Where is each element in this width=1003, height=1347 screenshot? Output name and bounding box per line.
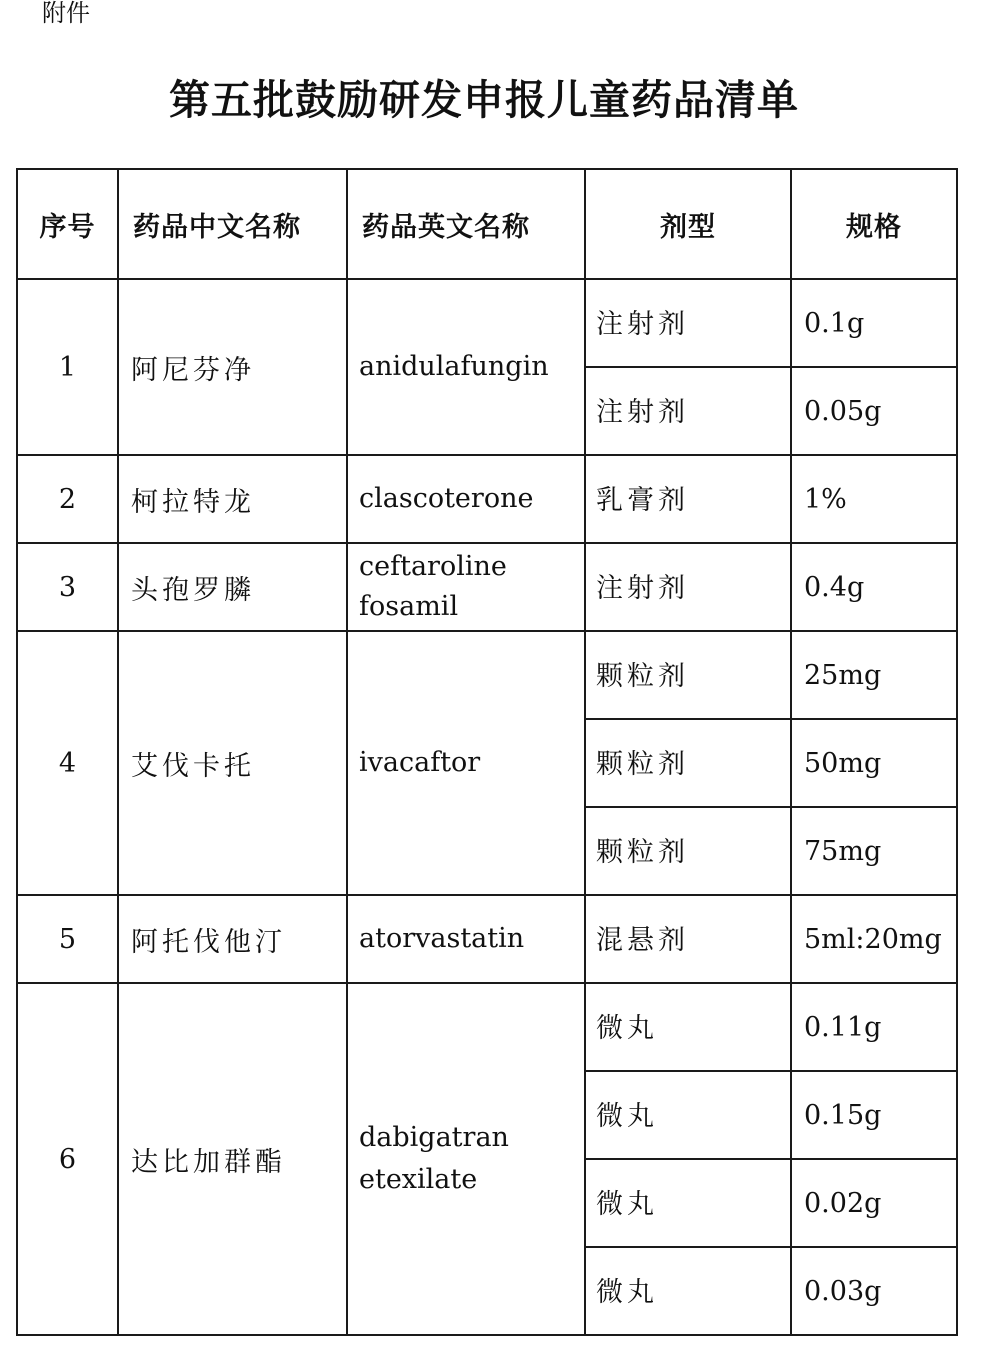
header-seq: 序号 xyxy=(17,169,118,279)
table-header-row xyxy=(17,169,957,279)
header-en-name: 药品英文名称 xyxy=(347,169,585,279)
cell-spec: 1% xyxy=(791,455,957,543)
cell-spec: 0.05g xyxy=(791,367,957,455)
document-title: 第五批鼓励研发申报儿童药品清单 xyxy=(169,76,799,124)
cell-spec: 0.03g xyxy=(791,1247,957,1335)
cell-en-name: ivacaftor xyxy=(347,631,585,895)
cell-spec: 0.1g xyxy=(791,279,957,367)
cell-seq: 2 xyxy=(17,455,118,543)
header-spec: 规格 xyxy=(791,169,957,279)
cell-dosage-form: 颗粒剂 xyxy=(585,807,791,895)
cell-dosage-form: 颗粒剂 xyxy=(585,719,791,807)
cell-en-name: anidulafungin xyxy=(347,279,585,455)
header-cn-name: 药品中文名称 xyxy=(118,169,347,279)
attachment-label: 附件 xyxy=(42,0,90,27)
table-row xyxy=(17,543,957,631)
table-row xyxy=(17,455,957,543)
cell-dosage-form: 注射剂 xyxy=(585,279,791,367)
table-row xyxy=(17,983,957,1071)
cell-cn-name: 达比加群酯 xyxy=(118,983,347,1335)
cell-spec: 0.4g xyxy=(791,543,957,631)
cell-dosage-form: 混悬剂 xyxy=(585,895,791,983)
cell-dosage-form: 注射剂 xyxy=(585,367,791,455)
cell-spec: 5ml:20mg xyxy=(791,895,957,983)
cell-dosage-form: 微丸 xyxy=(585,1159,791,1247)
table-row xyxy=(17,895,957,983)
cell-spec: 0.11g xyxy=(791,983,957,1071)
cell-seq: 3 xyxy=(17,543,118,631)
cell-cn-name: 头孢罗膦 xyxy=(118,543,347,631)
cell-en-name: dabigatran etexilate xyxy=(347,983,585,1335)
table-row xyxy=(17,631,957,719)
cell-dosage-form: 微丸 xyxy=(585,983,791,1071)
header-dosage-form: 剂型 xyxy=(585,169,791,279)
cell-spec: 0.15g xyxy=(791,1071,957,1159)
cell-dosage-form: 注射剂 xyxy=(585,543,791,631)
cell-spec: 0.02g xyxy=(791,1159,957,1247)
cell-seq: 6 xyxy=(17,983,118,1335)
cell-cn-name: 阿托伐他汀 xyxy=(118,895,347,983)
cell-dosage-form: 微丸 xyxy=(585,1247,791,1335)
cell-en-name: clascoterone xyxy=(347,455,585,543)
cell-spec: 50mg xyxy=(791,719,957,807)
cell-dosage-form: 微丸 xyxy=(585,1071,791,1159)
cell-en-name: atorvastatin xyxy=(347,895,585,983)
cell-seq: 5 xyxy=(17,895,118,983)
cell-cn-name: 柯拉特龙 xyxy=(118,455,347,543)
cell-spec: 25mg xyxy=(791,631,957,719)
table-row xyxy=(17,279,957,367)
cell-dosage-form: 颗粒剂 xyxy=(585,631,791,719)
cell-cn-name: 阿尼芬净 xyxy=(118,279,347,455)
drug-list-table xyxy=(16,168,958,1336)
cell-spec: 75mg xyxy=(791,807,957,895)
cell-en-name: ceftaroline fosamil xyxy=(347,543,585,631)
cell-seq: 1 xyxy=(17,279,118,455)
cell-seq: 4 xyxy=(17,631,118,895)
cell-cn-name: 艾伐卡托 xyxy=(118,631,347,895)
cell-dosage-form: 乳膏剂 xyxy=(585,455,791,543)
